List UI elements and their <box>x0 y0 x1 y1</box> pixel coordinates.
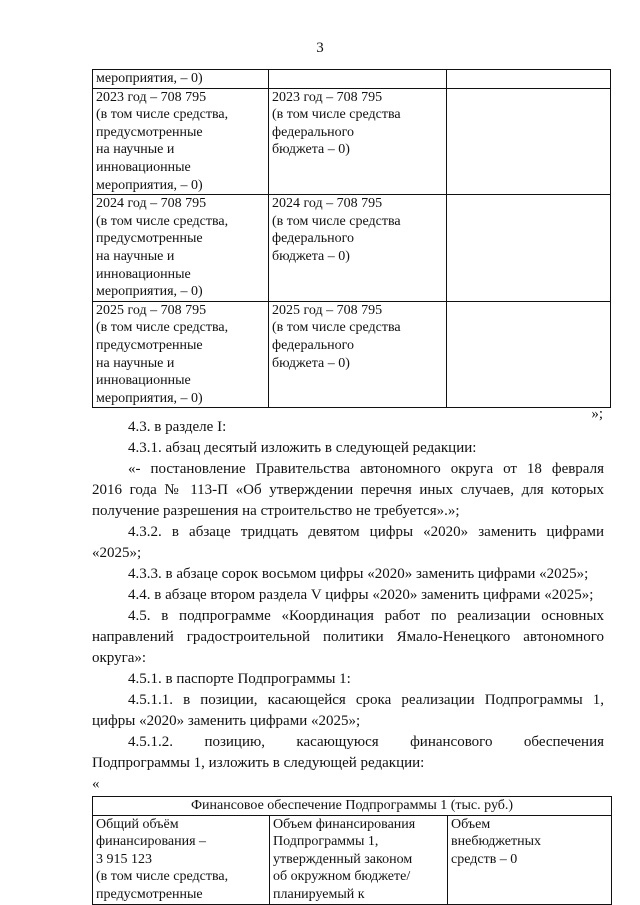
table-row <box>93 195 611 302</box>
funding-table-continued <box>92 69 611 408</box>
table-row <box>93 301 611 408</box>
paragraph-line: получение разрешения на строительство не требуется».»; <box>92 503 460 519</box>
table-cell <box>447 70 611 89</box>
table-cell: 2025 год – 708 795 (в том числе средства федерального бюджета – 0) <box>269 301 447 408</box>
paragraph-line: 4.3.1. абзац десятый изложить в следующей редакции: <box>128 440 477 456</box>
paragraph-line: цифры «2020» заменить цифрами «2025»; <box>92 713 361 729</box>
table-header: Финансовое обеспечение Подпрограммы 1 (тыс. руб.) <box>93 797 612 816</box>
table-cell: 2024 год – 708 795 (в том числе средства, предусмотренные на научные и инновационные мероприятия, – 0) <box>93 195 269 302</box>
opening-quote: « <box>92 776 100 792</box>
paragraph-line: направлений градостроительной политики Ямало-Ненецкого автономного <box>92 629 604 645</box>
paragraph-line: округа»: <box>92 650 147 666</box>
table-header-row <box>93 797 612 816</box>
closing-quote: »; <box>591 406 603 422</box>
table-cell <box>447 88 611 195</box>
table-row <box>93 88 611 195</box>
table-cell <box>447 195 611 302</box>
paragraph-line: 4.3. в разделе I: <box>128 419 227 435</box>
paragraph-line: Подпрограммы 1, изложить в следующей редакции: <box>92 755 425 771</box>
table-cell <box>269 70 447 89</box>
table-cell: Объем финансирования Подпрограммы 1, утвержденный законом об окружном бюджете/ планируемый к <box>270 815 448 904</box>
paragraph-line: 4.5. в подпрограмме «Координация работ по реализации основных <box>128 608 604 624</box>
table-cell: 2023 год – 708 795 (в том числе средства федерального бюджета – 0) <box>269 88 447 195</box>
table-row <box>93 70 611 89</box>
table-cell: 2024 год – 708 795 (в том числе средства федерального бюджета – 0) <box>269 195 447 302</box>
table-cell: Объем внебюджетных средств – 0 <box>448 815 612 904</box>
paragraph-line: «2025»; <box>92 545 142 561</box>
paragraph-line: 2016 года № 113-П «Об утверждении перечня иных случаев, для которых <box>92 482 604 498</box>
table-cell: 2023 год – 708 795 (в том числе средства, предусмотренные на научные и инновационные мероприятия, – 0) <box>93 88 269 195</box>
subprogram-funding-table <box>92 796 612 905</box>
paragraph-line: 4.5.1.1. в позиции, касающейся срока реализации Подпрограммы 1, <box>128 692 604 708</box>
paragraph-line: «- постановление Правительства автономного округа от 18 февраля <box>128 461 604 477</box>
paragraph-line: 4.4. в абзаце втором раздела V цифры «2020» заменить цифрами «2025»; <box>128 587 594 603</box>
paragraph-line: 4.3.3. в абзаце сорок восьмом цифры «2020» заменить цифрами «2025»; <box>128 566 589 582</box>
table-cell <box>447 301 611 408</box>
table-cell: мероприятия, – 0) <box>93 70 269 89</box>
paragraph-line: 4.5.1. в паспорте Подпрограммы 1: <box>128 671 351 687</box>
table-cell: Общий объём финансирования – 3 915 123 (в том числе средства, предусмотренные <box>93 815 270 904</box>
page-number: 3 <box>316 40 324 56</box>
table-row <box>93 815 612 904</box>
table-cell: 2025 год – 708 795 (в том числе средства, предусмотренные на научные и инновационные мероприятия, – 0) <box>93 301 269 408</box>
paragraph-line: 4.5.1.2. позицию, касающуюся финансового обеспечения <box>128 734 604 750</box>
paragraph-line: 4.3.2. в абзаце тридцать девятом цифры «2020» заменить цифрами <box>128 524 604 540</box>
